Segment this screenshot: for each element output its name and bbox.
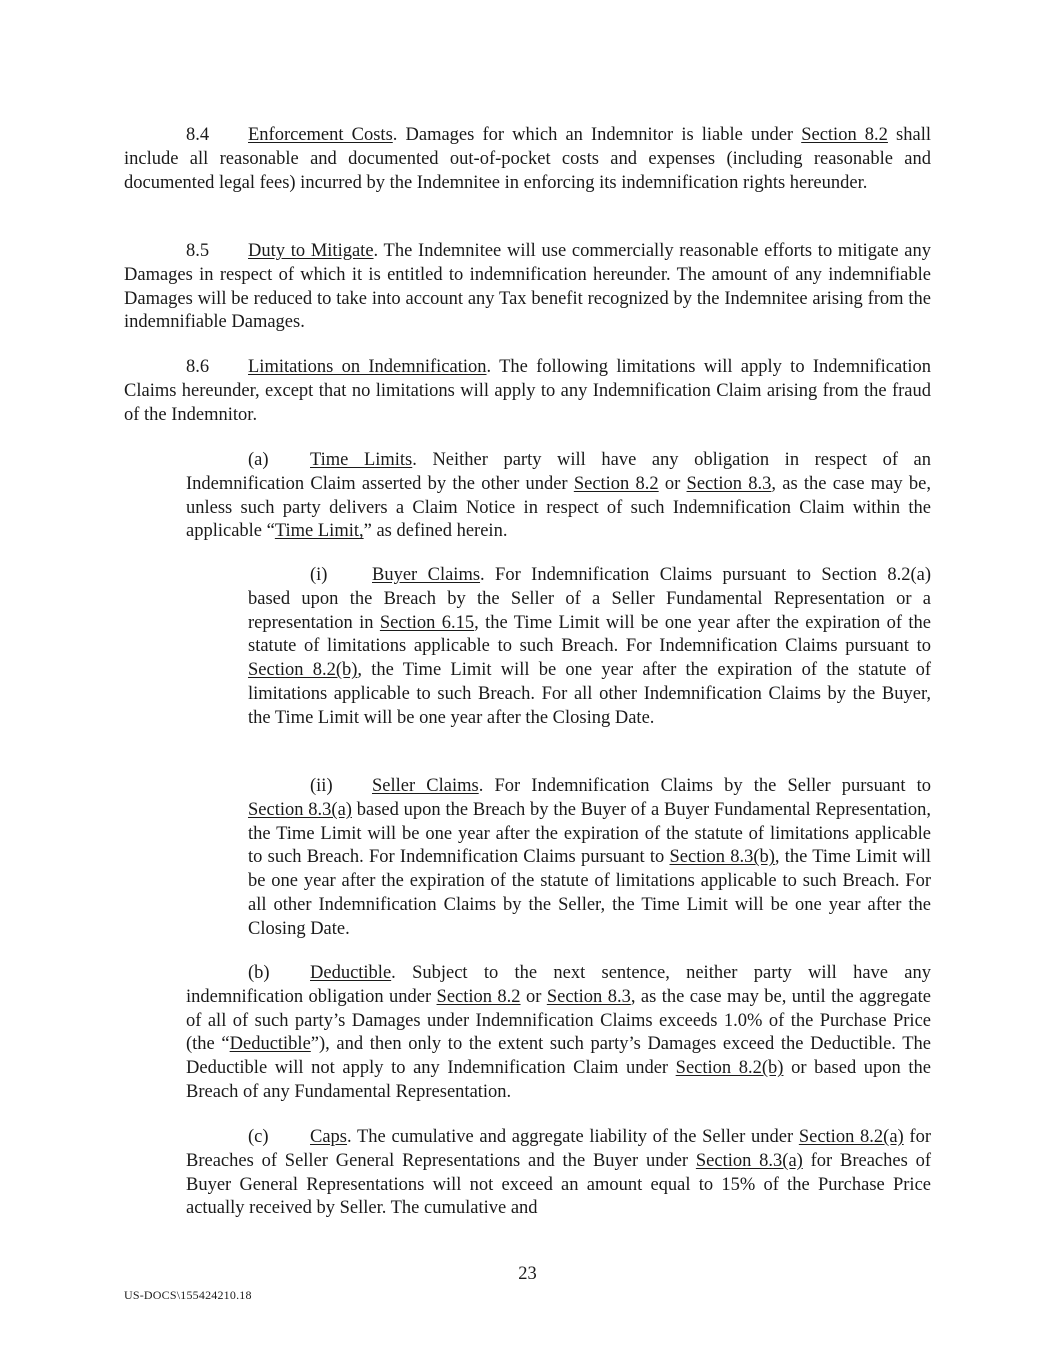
section-text: . The following limitations will apply to Indemnification Claims hereunder, except that no limitations will apply to any Indemnification Claim arising from the fraud of the Indemnitor. <box>124 357 931 425</box>
section-text: . The cumulative and aggregate liability of the Seller under <box>347 1127 799 1147</box>
section-heading: Deductible <box>310 963 392 983</box>
section-text: , the Time Limit will be one year after the expiration of the statute of limitations applicable to such Breach. For all other Indemnification Claims by the Seller, the Time Limit will be one year after the Closing Date. <box>248 847 931 939</box>
section-number: (b) <box>248 963 270 983</box>
section-8-5 <box>124 240 931 335</box>
section-reference: Section 8.3 <box>546 986 631 1007</box>
section-number: (ii) <box>310 776 333 796</box>
section-heading: Limitations on Indemnification <box>248 357 487 377</box>
section-reference: Section 8.3 <box>686 473 772 494</box>
section-text: , as the case may be, unless such party delivers a Claim Notice in respect of such Indemnification Claim within the applicable “ <box>186 473 931 542</box>
section-text: based upon the Breach by the Buyer of a Buyer Fundamental Representation, the Time Limit will be one year after the expiration of the statute of limitations applicable to such Breach. For Indemnification Claims pursuant to <box>248 799 931 868</box>
section-reference: Section 8.2 <box>436 986 521 1007</box>
section-reference: Section 8.2 <box>801 125 888 145</box>
section-heading: Duty to Mitigate <box>248 241 374 261</box>
section-reference: Section 8.2(a) <box>798 1127 904 1147</box>
section-text: ” as defined herein. <box>363 521 508 542</box>
section-text: for Breaches of Seller General Representations and the Buyer under <box>186 1127 931 1171</box>
section-text: or <box>658 473 687 494</box>
section-8-6-a <box>186 449 931 544</box>
section-number: (i) <box>310 565 328 585</box>
section-8-6 <box>124 356 931 427</box>
section-number: 8.5 <box>186 241 210 261</box>
section-reference: Section 8.2 <box>573 473 659 494</box>
section-text: . For Indemnification Claims by the Seller pursuant to <box>478 776 931 796</box>
section-text: or based upon the Breach of any Fundamental Representation. <box>186 1058 931 1102</box>
section-heading: Seller Claims <box>372 776 479 796</box>
section-heading: Buyer Claims <box>372 565 481 585</box>
section-text: . The Indemnitee will use commercially reasonable efforts to mitigate any Damages in respect of which it is entitled to indemnification hereunder. The amount of any indemnifiable Damages will be reduced to take into account any Tax benefit recognized by the Indemnitee arising from the indemnifiable Damages. <box>124 241 931 333</box>
section-text: , the Time Limit will be one year after the expiration of the statute of limitations applicable to such Breach. For all other Indemnification Claims by the Buyer, the Time Limit will be one year after the Closing Date. <box>248 660 931 728</box>
section-8-6-a-ii <box>248 775 931 942</box>
defined-term: Time Limit, <box>274 521 364 542</box>
section-number: 8.6 <box>186 357 210 377</box>
section-reference: Section 8.3(b) <box>669 847 775 868</box>
section-reference: Section 8.3(a) <box>695 1150 803 1171</box>
section-reference: Section 8.2(b) <box>675 1058 784 1079</box>
section-text: for Breaches of Buyer General Representations will not exceed an amount equal to 15% of the Purchase Price actually received by Seller. The cumulative and <box>186 1150 931 1219</box>
section-text: . Subject to the next sentence, neither party will have any indemnification obligation under <box>186 963 931 1007</box>
section-text: , as the case may be, until the aggregate of all of such party’s Damages under Indemnification Claims exceeds 1.0% of the Purchase Price (the “ <box>186 986 931 1055</box>
defined-term: Deductible <box>229 1034 311 1055</box>
section-text: , the Time Limit will be one year after the expiration of the statute of limitations applicable to such Breach. For Indemnification Claims pursuant to <box>248 612 931 657</box>
section-text: . For Indemnification Claims pursuant to Section 8.2(a) based upon the Breach by the Seller of a Seller Fundamental Representation or a representation in <box>248 565 931 633</box>
section-8-6-a-i <box>248 564 931 731</box>
document-id: US-DOCS\155424210.18 <box>124 1288 252 1302</box>
section-8-6-c <box>186 1126 931 1221</box>
section-8-4 <box>124 124 931 195</box>
section-text: . Neither party will have any obligation in respect of an Indemnification Claim asserted by the other under <box>186 450 931 494</box>
section-reference: Section 8.3(a) <box>248 799 352 820</box>
section-text: or <box>520 986 547 1007</box>
section-number: 8.4 <box>186 125 210 145</box>
section-number: (a) <box>248 450 269 470</box>
section-text: . Damages for which an Indemnitor is liable under <box>392 125 802 145</box>
page-number: 23 <box>518 1264 537 1284</box>
section-8-6-b <box>186 962 931 1105</box>
section-heading: Caps <box>310 1127 347 1147</box>
section-number: (c) <box>248 1127 269 1147</box>
section-reference: Section 6.15 <box>379 612 475 633</box>
section-reference: Section 8.2(b) <box>248 660 358 681</box>
section-text: shall include all reasonable and documented out-of-pocket costs and expenses (including reasonable and documented legal fees) incurred by the Indemnitee in enforcing its indemnification rights hereunder. <box>124 125 931 193</box>
section-heading: Enforcement Costs <box>248 125 393 145</box>
section-text: ”), and then only to the extent such party’s Damages exceed the Deductible. The Deductible will not apply to any Indemnification Claim under <box>186 1034 931 1079</box>
section-heading: Time Limits <box>310 450 413 470</box>
